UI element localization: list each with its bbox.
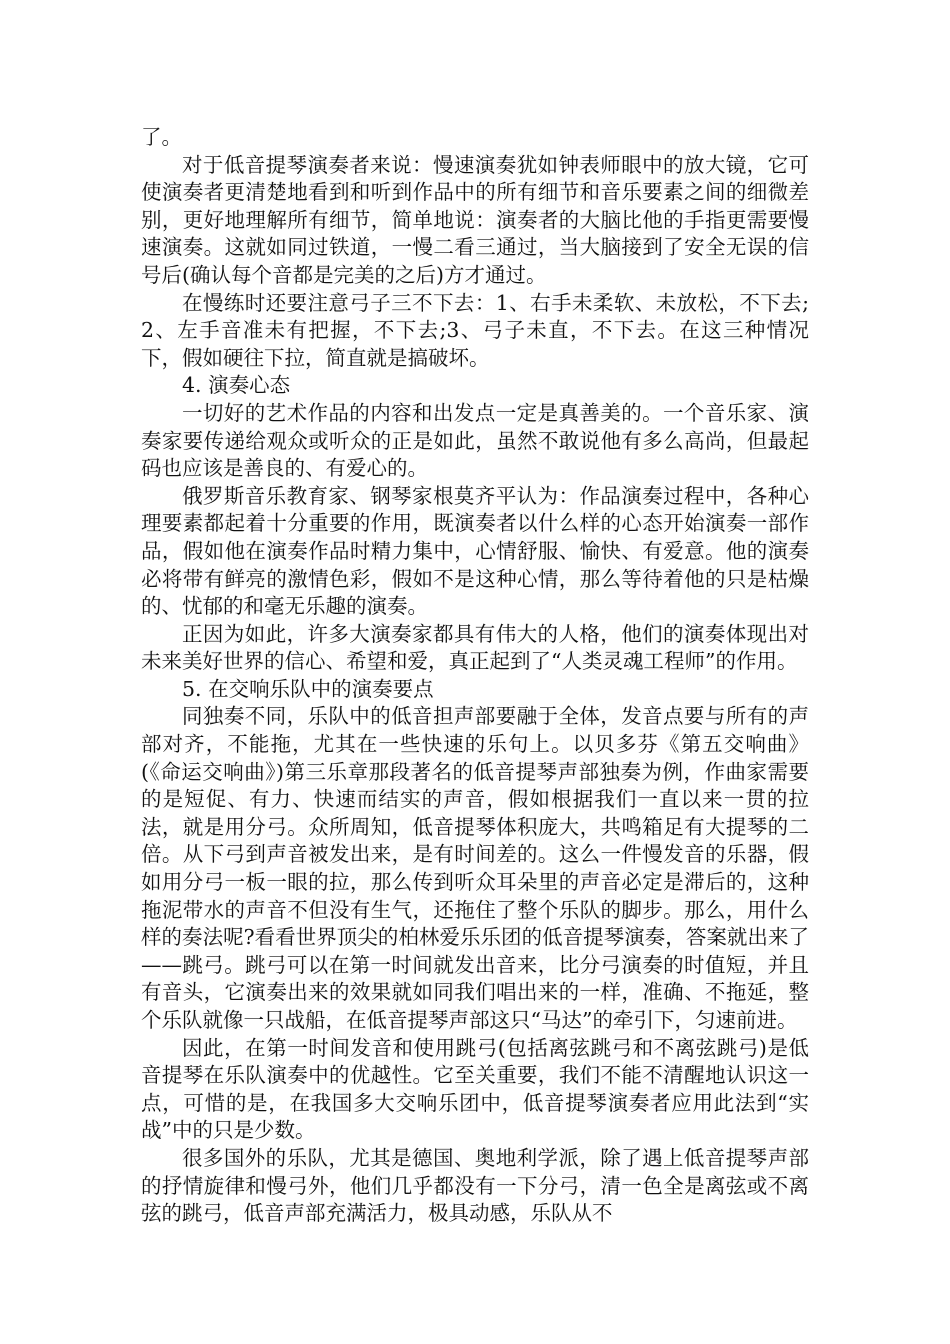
paragraph-advantage: 因此，在第一时间发音和使用跳弓(包括离弦跳弓和不离弦跳弓)是低音提琴在乐队演奏中的优越性。它至关重要，我们不能不清醒地认识这一点，可惜的是，在我国多大交响乐团中，低音提琴演奏者应用此法到“实战”中的只是少数。 — [141, 1035, 809, 1143]
paragraph-art-intent: 一切好的艺术作品的内容和出发点一定是真善美的。一个音乐家、演奏家要传递给观众或听众的正是如此，虽然不敢说他有多么高尚，但最起码也应该是善良的、有爱心的。 — [141, 400, 809, 481]
paragraph-orchestra-technique: 同独奏不同，乐队中的低音担声部要融于全体，发音点要与所有的声部对齐，不能拖，尤其在一些快速的乐句上。以贝多芬《第五交响曲》(《命运交响曲》)第三乐章那段著名的低音提琴声部独奏为例，作曲家需要的是短促、有力、快速而结实的声音，假如根据我们一直以来一贯的拉法，就是用分弓。众所周知，低音提琴体积庞大，共鸣箱足有大提琴的二倍。从下弓到声音被发出来，是有时间差的。这么一件慢发音的乐器，假如用分弓一板一眼的拉，那么传到听众耳朵里的声音必定是滞后的，这种拖泥带水的声音不但没有生气，还拖住了整个乐队的脚步。那么，用什么样的奏法呢?看看世界顶尖的柏林爱乐乐团的低音提琴演奏，答案就出来了——跳弓。跳弓可以在第一时间就发出音来，比分弓演奏的时值短，并且有音头，它演奏出来的效果就如同我们唱出来的一样，准确、不拖延，整个乐队就像一只战船，在低音提琴声部这只“马达”的牵引下，匀速前进。 — [141, 704, 809, 1032]
paragraph-continuation: 了。 — [141, 125, 182, 149]
document-body — [141, 124, 809, 1228]
paragraph-great-performers: 正因为如此，许多大演奏家都具有伟大的人格，他们的演奏体现出对未来美好世界的信心、希望和爱，真正起到了“人类灵魂工程师”的作用。 — [141, 621, 809, 674]
paragraph-three-rules: 在慢练时还要注意弓子三不下去：1、右手未柔软、未放松，不下去;2、左手音准未有把握，不下去;3、弓子未直，不下去。在这三种情况下，假如硬往下拉，简直就是搞破坏。 — [141, 290, 809, 370]
paragraph-slow-practice: 对于低音提琴演奏者来说：慢速演奏犹如钟表师眼中的放大镜，它可使演奏者更清楚地看到和听到作品中的所有细节和音乐要素之间的细微差别，更好地理解所有细节，简单地说：演奏者的大脑比他的手指更需要慢速演奏。这就如同过铁道，一慢二看三通过，当大脑接到了安全无误的信号后(确认每个音都是完美的之后)方才通过。 — [141, 152, 809, 287]
section-heading-performance-mindset: 4. 演奏心态 — [182, 373, 291, 398]
paragraph-foreign-orchestras: 很多国外的乐队，尤其是德国、奥地利学派，除了遇上低音提琴声部的抒情旋律和慢弓外，他们几乎都没有一下分弓，清一色全是离弦或不离弦的跳弓，低音声部充满活力，极具动感，乐队从不 — [141, 1145, 809, 1226]
section-heading-orchestra-points: 5. 在交响乐队中的演奏要点 — [182, 676, 434, 701]
paragraph-psychology: 俄罗斯音乐教育家、钢琴家根莫齐平认为：作品演奏过程中，各种心理要素都起着十分重要的作用，既演奏者以什么样的心态开始演奏一部作品，假如他在演奏作品时精力集中，心情舒服、愉快、有爱意。他的演奏必将带有鲜亮的激情色彩，假如不是这种心情，那么等待着他的只是枯燥的、忧郁的和毫无乐趣的演奏。 — [141, 483, 809, 619]
